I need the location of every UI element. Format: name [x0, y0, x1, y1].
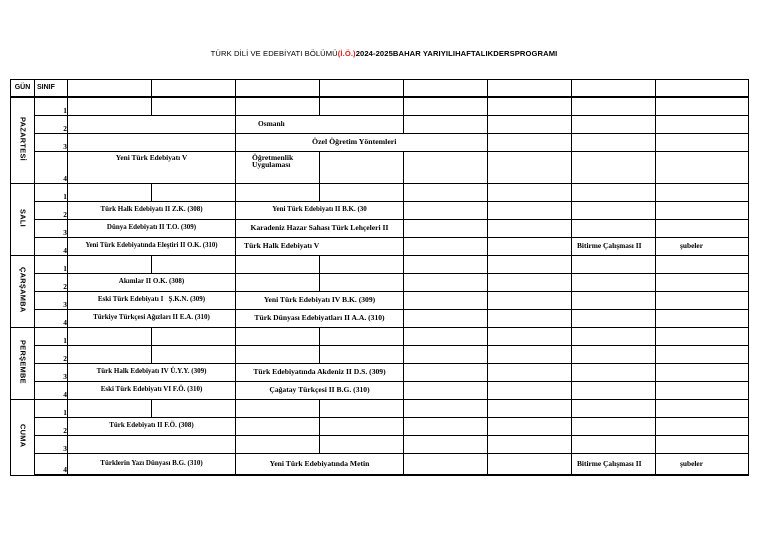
- schedule-cell: [656, 417, 749, 435]
- schedule-cell: [572, 309, 656, 327]
- schedule-cell: [68, 97, 152, 115]
- course-cell: Dünya Edebiyatı II T.O. (309): [68, 219, 236, 237]
- class-number: 3: [35, 363, 68, 381]
- table-row: [11, 219, 749, 237]
- class-number: 4: [35, 151, 68, 183]
- course-cell: Türkiye Türkçesi Ağızları II E.A. (310): [68, 309, 236, 327]
- schedule-cell: [236, 183, 320, 201]
- schedule-cell: [404, 291, 488, 309]
- schedule-cell: [404, 183, 488, 201]
- schedule-cell: [572, 291, 656, 309]
- table-row: [11, 453, 749, 475]
- schedule-cell: [488, 201, 572, 219]
- class-number: 1: [35, 97, 68, 115]
- class-number: 2: [35, 417, 68, 435]
- title-highlight: (İ.Ö.): [337, 49, 356, 58]
- table-row: [11, 363, 749, 381]
- schedule-cell: [320, 327, 404, 345]
- schedule-cell: [152, 255, 236, 273]
- class-number: 3: [35, 133, 68, 151]
- schedule-cell: [236, 435, 320, 453]
- class-number: 4: [35, 237, 68, 255]
- schedule-cell: [656, 309, 749, 327]
- table-row: [11, 183, 749, 201]
- course-cell: Türk Halk Edebiyatı IV Ü.Y.Y. (309): [68, 363, 236, 381]
- class-number: 3: [35, 435, 68, 453]
- schedule-cell: [572, 435, 656, 453]
- course-cell: Yeni Türk Edebiyatında Metin: [236, 453, 404, 475]
- header-slot: [152, 80, 236, 98]
- schedule-cell: [152, 399, 236, 417]
- schedule-cell: [488, 183, 572, 201]
- schedule-cell: [320, 417, 404, 435]
- course-cell: Çağatay Türkçesi II B.G. (310): [236, 381, 404, 399]
- table-row: [11, 201, 749, 219]
- schedule-cell: [488, 363, 572, 381]
- table-row: [11, 417, 749, 435]
- schedule-cell: [320, 399, 404, 417]
- table-row: [11, 237, 749, 255]
- class-number: 1: [35, 255, 68, 273]
- schedule-cell: [488, 219, 572, 237]
- schedule-cell: [656, 327, 749, 345]
- schedule-cell: [488, 115, 572, 133]
- table-row: [11, 273, 749, 291]
- course-cell: Öğretmenlik Uygulaması: [236, 151, 320, 183]
- title-prefix: TÜRK DİLİ VE EDEBİYATI BÖLÜMÜ: [210, 49, 338, 58]
- schedule-cell: [404, 435, 488, 453]
- schedule-cell: [656, 133, 749, 151]
- schedule-cell: [404, 399, 488, 417]
- class-number: 1: [35, 399, 68, 417]
- schedule-cell: [572, 399, 656, 417]
- course-cell: Osmanlı: [236, 115, 404, 133]
- table-row: [11, 435, 749, 453]
- schedule-cell: [404, 417, 488, 435]
- schedule-cell: [236, 399, 320, 417]
- schedule-cell: [68, 255, 152, 273]
- schedule-cell: [236, 97, 320, 115]
- schedule-cell: [404, 201, 488, 219]
- class-number: 2: [35, 201, 68, 219]
- schedule-cell: [488, 237, 572, 255]
- header-slot: [320, 80, 404, 98]
- schedule-cell: [656, 345, 749, 363]
- class-number: 2: [35, 115, 68, 133]
- header-slot: [68, 80, 152, 98]
- schedule-cell: [68, 133, 236, 151]
- class-number: 1: [35, 183, 68, 201]
- schedule-cell: [404, 381, 488, 399]
- schedule-cell: [404, 327, 488, 345]
- course-cell: Akımlar II O.K. (308): [68, 273, 236, 291]
- title-suffix: 2024-2025BAHAR YARIYILIHAFTALIKDERSPROGRAMI: [355, 49, 558, 58]
- table-row: [11, 381, 749, 399]
- table-row: [11, 255, 749, 273]
- schedule-cell: [488, 345, 572, 363]
- table-row: [11, 309, 749, 327]
- schedule-cell: [236, 327, 320, 345]
- table-row: [11, 151, 749, 183]
- schedule-cell: [68, 399, 152, 417]
- schedule-cell: [488, 327, 572, 345]
- course-cell: şubeler: [656, 237, 749, 255]
- schedule-cell: [656, 183, 749, 201]
- schedule-cell: [572, 417, 656, 435]
- course-cell: Türk Edebiyatında Akdeniz II D.S. (309): [236, 363, 404, 381]
- schedule-cell: [488, 291, 572, 309]
- schedule-cell: [320, 435, 404, 453]
- day-label-cuma: CUMA: [11, 399, 35, 475]
- class-number: 4: [35, 453, 68, 475]
- schedule-cell: [656, 219, 749, 237]
- schedule-cell: [236, 417, 320, 435]
- header-slot: [404, 80, 488, 98]
- course-cell: Yeni Türk Edebiyatı II B.K. (30: [236, 201, 404, 219]
- schedule-cell: [572, 151, 656, 183]
- schedule-cell: [320, 97, 404, 115]
- day-label-persembe: PERŞEMBE: [11, 327, 35, 399]
- schedule-cell: [404, 237, 488, 255]
- schedule-cell: [656, 201, 749, 219]
- schedule-cell: [404, 309, 488, 327]
- schedule-cell: [404, 255, 488, 273]
- schedule-table: [10, 79, 749, 476]
- header-row: [11, 80, 749, 98]
- schedule-cell: [320, 151, 404, 183]
- schedule-cell: [404, 97, 488, 115]
- schedule-cell: [488, 309, 572, 327]
- class-number: 3: [35, 291, 68, 309]
- schedule-cell: [656, 363, 749, 381]
- schedule-cell: [488, 417, 572, 435]
- schedule-cell: [656, 151, 749, 183]
- schedule-cell: [404, 345, 488, 363]
- course-cell: Bitirme Çalışması II: [572, 237, 656, 255]
- schedule-cell: [656, 255, 749, 273]
- class-number: 2: [35, 273, 68, 291]
- class-number: 1: [35, 327, 68, 345]
- schedule-cell: [236, 255, 320, 273]
- course-cell: Özel Öğretim Yöntemleri: [236, 133, 488, 151]
- schedule-cell: [68, 435, 236, 453]
- schedule-cell: [656, 399, 749, 417]
- schedule-cell: [404, 273, 488, 291]
- course-cell: Yeni Türk Edebiyatında Eleştiri II O.K. (310): [68, 237, 236, 255]
- schedule-cell: [656, 273, 749, 291]
- table-row: [11, 399, 749, 417]
- schedule-cell: [488, 255, 572, 273]
- schedule-cell: [572, 345, 656, 363]
- class-number: 2: [35, 345, 68, 363]
- header-slot: [656, 80, 749, 98]
- schedule-cell: [488, 133, 572, 151]
- class-number: 3: [35, 219, 68, 237]
- schedule-cell: [152, 345, 236, 363]
- day-label-sali: SALI: [11, 183, 35, 255]
- schedule-cell: [488, 151, 572, 183]
- course-cell: Türk Halk Edebiyatı V: [236, 237, 404, 255]
- table-row: [11, 97, 749, 115]
- course-cell: Yeni Türk Edebiyatı IV B.K. (309): [236, 291, 404, 309]
- course-cell: Eski Türk Edebiyatı VI F.Ö. (310): [68, 381, 236, 399]
- schedule-cell: [656, 435, 749, 453]
- class-number: 4: [35, 309, 68, 327]
- schedule-cell: [68, 345, 152, 363]
- schedule-cell: [320, 255, 404, 273]
- schedule-cell: [572, 273, 656, 291]
- table-row: [11, 345, 749, 363]
- schedule-cell: [572, 183, 656, 201]
- schedule-cell: [152, 327, 236, 345]
- schedule-cell: [656, 291, 749, 309]
- course-cell: Bitirme Çalışması II: [572, 453, 656, 475]
- class-number: 4: [35, 381, 68, 399]
- header-slot: [572, 80, 656, 98]
- schedule-cell: [572, 327, 656, 345]
- schedule-cell: [572, 133, 656, 151]
- header-slot: [236, 80, 320, 98]
- table-row: [11, 327, 749, 345]
- course-cell: Türk Dünyası Edebiyatları II A.A. (310): [236, 309, 404, 327]
- table-row: [11, 291, 749, 309]
- schedule-cell: [488, 453, 572, 475]
- schedule-cell: [572, 363, 656, 381]
- schedule-cell: [68, 183, 152, 201]
- course-cell: Karadeniz Hazar Sahası Türk Lehçeleri II: [236, 219, 404, 237]
- table-row: [11, 133, 749, 151]
- day-label-pazartesi: PAZARTESİ: [11, 97, 35, 183]
- schedule-cell: [488, 399, 572, 417]
- schedule-cell: [152, 183, 236, 201]
- page-title: [0, 49, 768, 58]
- schedule-cell: [68, 327, 152, 345]
- day-label-carsamba: ÇARŞAMBA: [11, 255, 35, 327]
- schedule-cell: [152, 97, 236, 115]
- schedule-cell: [572, 115, 656, 133]
- schedule-cell: [320, 273, 404, 291]
- schedule-cell: [404, 363, 488, 381]
- course-cell: Türk Edebiyatı II F.Ö. (308): [68, 417, 236, 435]
- schedule-cell: [236, 345, 320, 363]
- schedule-cell: [656, 97, 749, 115]
- schedule-cell: [68, 115, 236, 133]
- schedule-cell: [656, 381, 749, 399]
- schedule-cell: [404, 151, 488, 183]
- schedule-cell: [404, 453, 488, 475]
- course-cell: Türklerin Yazı Dünyası B.G. (310): [68, 453, 236, 475]
- schedule-cell: [572, 381, 656, 399]
- schedule-cell: [572, 201, 656, 219]
- table-row: [11, 115, 749, 133]
- schedule-cell: [404, 115, 488, 133]
- course-cell: Eski Türk Edebiyatı I Ş.K.N. (309): [68, 291, 236, 309]
- schedule-cell: [572, 97, 656, 115]
- course-cell: Yeni Türk Edebiyatı V: [68, 151, 236, 183]
- schedule-cell: [488, 381, 572, 399]
- schedule-cell: [488, 273, 572, 291]
- header-class: SINIF: [35, 80, 68, 98]
- header-day: GÜN: [11, 80, 35, 98]
- course-cell: şubeler: [656, 453, 749, 475]
- schedule-cell: [320, 345, 404, 363]
- schedule-cell: [488, 97, 572, 115]
- schedule-cell: [572, 255, 656, 273]
- schedule-cell: [572, 219, 656, 237]
- schedule-cell: [404, 219, 488, 237]
- schedule-cell: [236, 273, 320, 291]
- schedule-cell: [656, 115, 749, 133]
- course-cell: Türk Halk Edebiyatı II Z.K. (308): [68, 201, 236, 219]
- schedule-cell: [320, 183, 404, 201]
- schedule-cell: [488, 435, 572, 453]
- header-slot: [488, 80, 572, 98]
